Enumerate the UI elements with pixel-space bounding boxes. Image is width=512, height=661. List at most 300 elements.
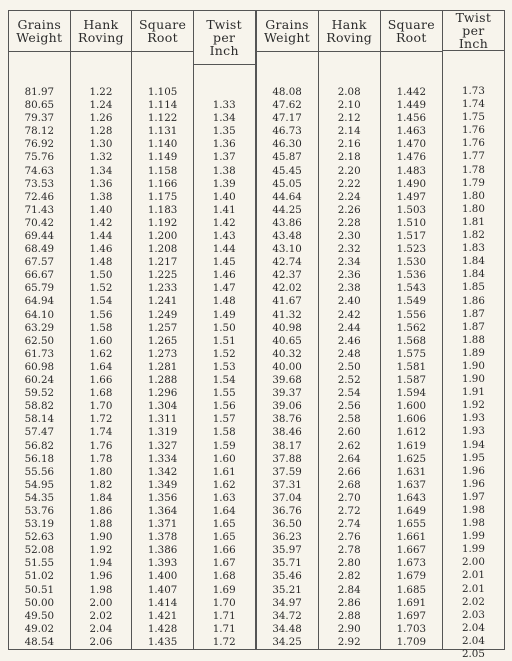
table-cell: 1.85 <box>461 281 485 294</box>
roving-twist-table <box>8 10 505 661</box>
table-cell: 2.82 <box>337 570 361 583</box>
table-cell: 2.36 <box>337 269 361 282</box>
table-cell: 1.90 <box>461 373 485 386</box>
table-cell: 54.35 <box>24 491 55 504</box>
table-cell: 1.42 <box>212 216 236 229</box>
table-cell: 2.84 <box>337 583 361 596</box>
table-cell: 1.503 <box>396 203 427 216</box>
table-cell: 1.74 <box>89 426 113 439</box>
table-cell: 2.02 <box>461 595 485 608</box>
table-cell: 1.517 <box>396 230 427 242</box>
table-cell: 1.28 <box>89 125 113 138</box>
table-cell: 44.25 <box>272 203 302 216</box>
table-cell: 40.98 <box>272 321 302 334</box>
table-cell: 54.95 <box>24 478 55 491</box>
table-cell: 1.400 <box>147 570 178 583</box>
table-cell: 1.281 <box>147 360 178 373</box>
column-values <box>132 52 193 649</box>
table-cell: 2.66 <box>337 465 361 478</box>
table-cell: 2.70 <box>337 491 361 504</box>
table-cell: 2.06 <box>89 635 113 648</box>
table-cell: 1.200 <box>147 230 178 242</box>
table-cell: 1.34 <box>212 112 236 125</box>
table-cell: 1.625 <box>396 452 427 465</box>
table-cell: 1.470 <box>396 138 427 151</box>
table-cell: 37.31 <box>272 478 302 491</box>
table-cell: 1.84 <box>461 268 485 281</box>
table-cell: 35.97 <box>272 544 302 557</box>
table-cell: 1.56 <box>89 308 113 321</box>
table-cell: 1.44 <box>212 243 236 256</box>
table-cell: 1.80 <box>89 465 113 478</box>
table-cell: 2.88 <box>337 609 361 622</box>
column-header: Twist per Inch <box>443 11 504 51</box>
table-cell: 51.55 <box>24 557 55 570</box>
table-cell: 1.44 <box>89 230 113 242</box>
table-cell: 56.82 <box>24 439 55 452</box>
square-root-column <box>380 11 442 649</box>
table-cell: 1.66 <box>89 374 113 387</box>
table-cell: 38.76 <box>272 413 302 426</box>
table-cell: 2.08 <box>337 85 361 98</box>
column-values <box>71 52 132 649</box>
table-cell: 1.72 <box>89 413 113 426</box>
table-cell: 1.349 <box>147 478 178 491</box>
table-cell: 1.62 <box>212 478 236 491</box>
table-cell: 1.99 <box>461 543 485 556</box>
table-cell: 1.265 <box>147 334 178 347</box>
table-cell: 1.35 <box>212 125 236 138</box>
table-cell: 1.96 <box>461 464 485 477</box>
table-cell: 2.38 <box>337 282 361 295</box>
table-cell: 1.45 <box>212 256 236 269</box>
table-cell: 53.19 <box>24 518 55 531</box>
table-cell: 1.673 <box>396 557 427 570</box>
table-cell: 1.456 <box>396 112 427 125</box>
table-cell: 1.631 <box>396 465 427 478</box>
table-cell: 2.86 <box>337 596 361 609</box>
table-cell: 1.93 <box>461 412 485 425</box>
table-cell: 1.562 <box>396 321 427 334</box>
table-right-half <box>257 10 505 661</box>
table-cell: 1.52 <box>89 282 113 295</box>
table-left-half <box>9 11 257 649</box>
table-cell: 1.58 <box>89 321 113 334</box>
table-cell: 1.643 <box>396 491 427 504</box>
table-cell: 1.76 <box>461 124 485 137</box>
table-cell: 1.166 <box>147 177 178 190</box>
table-cell: 1.62 <box>89 347 113 360</box>
table-cell: 1.94 <box>89 557 113 570</box>
table-cell: 79.37 <box>24 112 55 125</box>
table-cell: 37.88 <box>272 452 302 465</box>
table-cell: 1.95 <box>461 451 485 464</box>
table-cell: 1.649 <box>396 504 427 517</box>
table-cell: 1.378 <box>147 531 178 544</box>
table-cell: 34.25 <box>272 635 302 648</box>
table-cell: 1.99 <box>461 530 485 543</box>
table-cell: 1.54 <box>89 295 113 308</box>
table-cell: 1.42 <box>89 216 113 229</box>
table-cell: 71.43 <box>24 203 55 216</box>
table-cell: 1.87 <box>461 307 485 320</box>
table-cell: 2.92 <box>337 635 361 648</box>
table-cell: 2.34 <box>337 256 361 269</box>
table-cell: 1.327 <box>147 439 178 452</box>
table-cell: 1.311 <box>147 413 178 426</box>
table-cell: 59.52 <box>24 387 55 400</box>
table-cell: 50.00 <box>24 596 55 609</box>
table-cell: 52.08 <box>24 544 55 557</box>
table-cell: 2.22 <box>337 177 361 190</box>
table-cell: 1.61 <box>212 465 236 478</box>
table-cell: 2.58 <box>337 413 361 426</box>
table-cell: 48.54 <box>24 635 55 648</box>
table-cell: 1.549 <box>396 295 427 308</box>
table-cell: 35.46 <box>272 570 302 583</box>
grains-weight-column <box>257 11 318 649</box>
table-cell: 1.334 <box>147 452 178 465</box>
table-cell: 34.72 <box>272 609 302 622</box>
table-cell: 1.56 <box>212 400 236 413</box>
table-cell: 42.02 <box>272 282 302 295</box>
table-cell: 1.68 <box>212 570 236 583</box>
table-cell: 1.39 <box>212 177 236 190</box>
table-cell: 1.94 <box>461 438 485 451</box>
column-values <box>319 52 380 649</box>
table-cell: 1.72 <box>212 635 236 648</box>
table-cell: 35.71 <box>272 557 302 570</box>
table-cell: 1.48 <box>212 295 236 308</box>
table-cell: 46.30 <box>272 138 302 151</box>
table-cell: 1.98 <box>461 504 485 516</box>
table-cell: 49.02 <box>24 622 55 635</box>
table-cell: 1.74 <box>461 98 485 111</box>
table-cell: 53.76 <box>24 504 55 517</box>
table-cell: 1.77 <box>461 150 485 163</box>
table-cell: 45.87 <box>272 151 302 164</box>
table-cell: 2.40 <box>337 295 361 308</box>
table-cell: 1.38 <box>89 190 113 203</box>
table-cell: 40.65 <box>272 334 302 347</box>
table-cell: 42.74 <box>272 256 302 269</box>
table-cell: 1.594 <box>396 387 427 400</box>
table-cell: 1.530 <box>396 256 427 269</box>
table-cell: 1.64 <box>212 504 236 517</box>
table-cell: 2.04 <box>89 622 113 635</box>
table-cell: 63.29 <box>24 321 55 334</box>
table-cell: 1.48 <box>89 256 113 269</box>
table-cell: 1.82 <box>89 478 113 491</box>
table-cell: 34.97 <box>272 596 302 609</box>
table-cell: 1.296 <box>147 387 178 400</box>
table-cell: 1.233 <box>147 282 178 295</box>
table-cell: 52.63 <box>24 531 55 544</box>
table-cell: 1.40 <box>89 203 113 216</box>
table-cell: 1.46 <box>212 269 236 282</box>
table-cell: 1.41 <box>212 203 236 216</box>
table-cell: 1.55 <box>212 387 236 400</box>
twist-per-inch-column <box>442 10 504 661</box>
table-cell: 1.523 <box>396 243 427 256</box>
table-cell: 1.51 <box>212 334 236 347</box>
table-cell: 2.03 <box>461 608 485 621</box>
table-cell: 1.449 <box>396 99 427 112</box>
table-cell: 1.83 <box>461 242 485 255</box>
table-cell: 1.536 <box>396 269 427 282</box>
table-cell: 1.46 <box>89 243 113 256</box>
table-cell: 1.483 <box>396 164 427 177</box>
table-cell: 1.98 <box>461 517 485 530</box>
table-cell: 1.66 <box>212 544 236 557</box>
table-cell: 1.442 <box>396 85 427 98</box>
table-cell: 36.23 <box>272 531 302 544</box>
table-cell: 1.58 <box>212 426 236 439</box>
table-cell: 2.50 <box>337 360 361 373</box>
table-cell: 1.52 <box>212 347 236 360</box>
table-cell: 41.67 <box>272 295 302 308</box>
table-cell: 37.04 <box>272 491 302 504</box>
table-cell: 55.56 <box>24 465 55 478</box>
table-cell: 2.80 <box>337 557 361 570</box>
table-cell: 1.619 <box>396 439 427 452</box>
table-cell: 64.10 <box>24 308 55 321</box>
table-cell: 1.122 <box>147 112 178 125</box>
table-cell: 1.65 <box>212 518 236 531</box>
table-cell: 1.600 <box>396 400 427 413</box>
table-cell: 43.48 <box>272 230 302 242</box>
table-cell: 1.49 <box>212 308 236 321</box>
table-cell: 1.288 <box>147 374 178 387</box>
table-cell: 37.59 <box>272 465 302 478</box>
table-cell: 1.428 <box>147 622 178 635</box>
table-cell: 1.691 <box>396 596 427 609</box>
table-cell: 1.241 <box>147 295 178 308</box>
table-cell: 1.78 <box>89 452 113 465</box>
table-cell: 81.97 <box>24 85 55 98</box>
table-cell: 1.249 <box>147 308 178 321</box>
table-cell: 44.64 <box>272 190 302 203</box>
table-cell: 1.86 <box>89 504 113 517</box>
table-cell: 1.76 <box>461 137 485 150</box>
table-cell: 60.98 <box>24 360 55 373</box>
table-cell: 48.08 <box>272 85 302 98</box>
table-cell: 1.96 <box>461 477 485 490</box>
table-cell: 1.463 <box>396 125 427 138</box>
table-cell: 1.59 <box>212 439 236 452</box>
table-cell: 1.80 <box>461 189 485 202</box>
table-cell: 1.476 <box>396 151 427 164</box>
table-cell: 1.71 <box>212 609 236 622</box>
table-cell: 2.78 <box>337 544 361 557</box>
table-cell: 72.46 <box>24 190 55 203</box>
table-cell: 2.05 <box>461 648 485 661</box>
table-cell: 1.60 <box>212 452 236 465</box>
table-cell: 2.01 <box>461 582 485 595</box>
table-cell: 2.24 <box>337 190 361 203</box>
column-header: Grains Weight <box>257 11 318 52</box>
column-header: Hank Roving <box>71 11 132 52</box>
table-cell: 70.42 <box>24 216 55 229</box>
table-cell: 1.82 <box>461 229 485 242</box>
table-cell: 2.48 <box>337 347 361 360</box>
table-cell: 1.37 <box>212 151 236 164</box>
table-cell: 1.393 <box>147 557 178 570</box>
table-cell: 2.18 <box>337 151 361 164</box>
table-cell: 1.34 <box>89 164 113 177</box>
table-cell: 1.53 <box>212 360 236 373</box>
table-cell: 45.05 <box>272 177 302 190</box>
table-cell: 2.10 <box>337 99 361 112</box>
table-cell: 1.637 <box>396 478 427 491</box>
table-cell: 1.371 <box>147 518 178 531</box>
table-cell: 2.54 <box>337 387 361 400</box>
table-cell: 1.667 <box>396 544 427 557</box>
table-cell: 2.72 <box>337 504 361 517</box>
table-cell: 1.33 <box>212 99 236 112</box>
table-cell: 62.50 <box>24 334 55 347</box>
table-cell: 2.02 <box>89 609 113 622</box>
table-cell: 61.73 <box>24 347 55 360</box>
table-cell: 2.28 <box>337 216 361 229</box>
table-cell: 1.183 <box>147 203 178 216</box>
table-cell: 1.93 <box>461 425 485 438</box>
table-cell: 1.98 <box>89 583 113 596</box>
table-cell: 1.192 <box>147 216 178 229</box>
table-cell: 1.92 <box>89 544 113 557</box>
table-cell: 1.47 <box>212 282 236 295</box>
table-cell: 36.76 <box>272 504 302 517</box>
table-cell: 2.01 <box>461 569 485 582</box>
table-cell: 1.257 <box>147 321 178 334</box>
table-cell: 2.52 <box>337 374 361 387</box>
table-cell: 1.225 <box>147 269 178 282</box>
table-cell: 2.30 <box>337 230 361 242</box>
table-cell: 43.86 <box>272 216 302 229</box>
table-cell: 1.575 <box>396 347 427 360</box>
table-cell: 1.497 <box>396 190 427 203</box>
table-cell: 2.56 <box>337 400 361 413</box>
table-cell: 1.568 <box>396 334 427 347</box>
table-cell: 1.208 <box>147 243 178 256</box>
table-cell: 67.57 <box>24 256 55 269</box>
table-cell: 58.14 <box>24 413 55 426</box>
table-cell: 1.556 <box>396 308 427 321</box>
table-cell: 1.40 <box>212 190 236 203</box>
column-header: Hank Roving <box>319 11 380 52</box>
table-cell: 40.00 <box>272 360 302 373</box>
table-cell: 2.76 <box>337 531 361 544</box>
table-cell: 1.70 <box>212 596 236 609</box>
table-cell: 2.16 <box>337 138 361 151</box>
table-cell: 1.421 <box>147 609 178 622</box>
table-cell: 2.14 <box>337 125 361 138</box>
table-cell: 1.26 <box>89 112 113 125</box>
table-cell: 1.105 <box>147 85 178 98</box>
table-cell: 1.36 <box>212 138 236 151</box>
table-cell: 1.217 <box>147 256 178 269</box>
table-cell: 1.50 <box>89 269 113 282</box>
table-cell: 1.709 <box>396 635 427 648</box>
table-cell: 2.04 <box>461 634 485 647</box>
table-cell: 1.76 <box>89 439 113 452</box>
column-header: Square Root <box>381 11 442 52</box>
table-cell: 39.37 <box>272 387 302 400</box>
column-values <box>194 65 255 649</box>
grains-weight-column <box>9 11 70 649</box>
column-header: Square Root <box>132 11 193 52</box>
table-cell: 1.703 <box>396 622 427 635</box>
column-values <box>257 52 318 649</box>
table-cell: 39.68 <box>272 374 302 387</box>
table-cell: 57.47 <box>24 426 55 439</box>
table-cell: 1.69 <box>212 583 236 596</box>
table-cell: 1.661 <box>396 531 427 544</box>
table-cell: 1.38 <box>212 164 236 177</box>
column-values <box>9 52 70 649</box>
table-cell: 1.655 <box>396 518 427 531</box>
table-cell: 1.175 <box>147 190 178 203</box>
table-cell: 1.88 <box>89 518 113 531</box>
table-cell: 1.407 <box>147 583 178 596</box>
table-cell: 51.02 <box>24 570 55 583</box>
table-cell: 1.67 <box>212 557 236 570</box>
table-cell: 1.84 <box>89 491 113 504</box>
column-values <box>381 52 442 649</box>
table-cell: 1.364 <box>147 504 178 517</box>
table-cell: 1.319 <box>147 426 178 439</box>
table-cell: 1.679 <box>396 570 427 583</box>
table-cell: 2.64 <box>337 452 361 465</box>
table-cell: 34.48 <box>272 622 302 635</box>
table-cell: 42.37 <box>272 269 302 282</box>
table-cell: 1.75 <box>461 111 485 124</box>
table-cell: 2.60 <box>337 426 361 439</box>
table-cell: 2.26 <box>337 203 361 216</box>
table-cell: 38.46 <box>272 426 302 439</box>
table-cell: 75.76 <box>24 151 55 164</box>
table-cell: 1.697 <box>396 609 427 622</box>
table-cell: 1.86 <box>461 294 485 307</box>
table-cell: 1.60 <box>89 334 113 347</box>
table-cell: 36.50 <box>272 518 302 531</box>
table-cell: 1.32 <box>89 151 113 164</box>
table-cell: 1.64 <box>89 360 113 373</box>
twist-per-inch-column <box>193 11 255 649</box>
hank-roving-column <box>70 11 132 649</box>
table-cell: 1.510 <box>396 216 427 229</box>
table-cell: 58.82 <box>24 400 55 413</box>
table-cell: 1.84 <box>461 255 485 268</box>
table-cell: 1.65 <box>212 531 236 544</box>
table-cell: 1.435 <box>147 635 178 648</box>
table-cell: 66.67 <box>24 269 55 282</box>
table-cell: 39.06 <box>272 400 302 413</box>
table-cell: 2.32 <box>337 243 361 256</box>
table-cell: 2.74 <box>337 518 361 531</box>
table-cell: 35.21 <box>272 583 302 596</box>
table-cell: 1.89 <box>461 346 485 359</box>
table-cell: 1.68 <box>89 387 113 400</box>
column-values <box>443 51 504 661</box>
table-cell: 2.46 <box>337 334 361 347</box>
table-cell: 1.273 <box>147 347 178 360</box>
table-cell: 1.97 <box>461 490 485 503</box>
table-cell: 1.90 <box>461 359 485 372</box>
column-header: Grains Weight <box>9 11 70 52</box>
table-cell: 38.17 <box>272 439 302 452</box>
table-cell: 2.04 <box>461 621 485 634</box>
